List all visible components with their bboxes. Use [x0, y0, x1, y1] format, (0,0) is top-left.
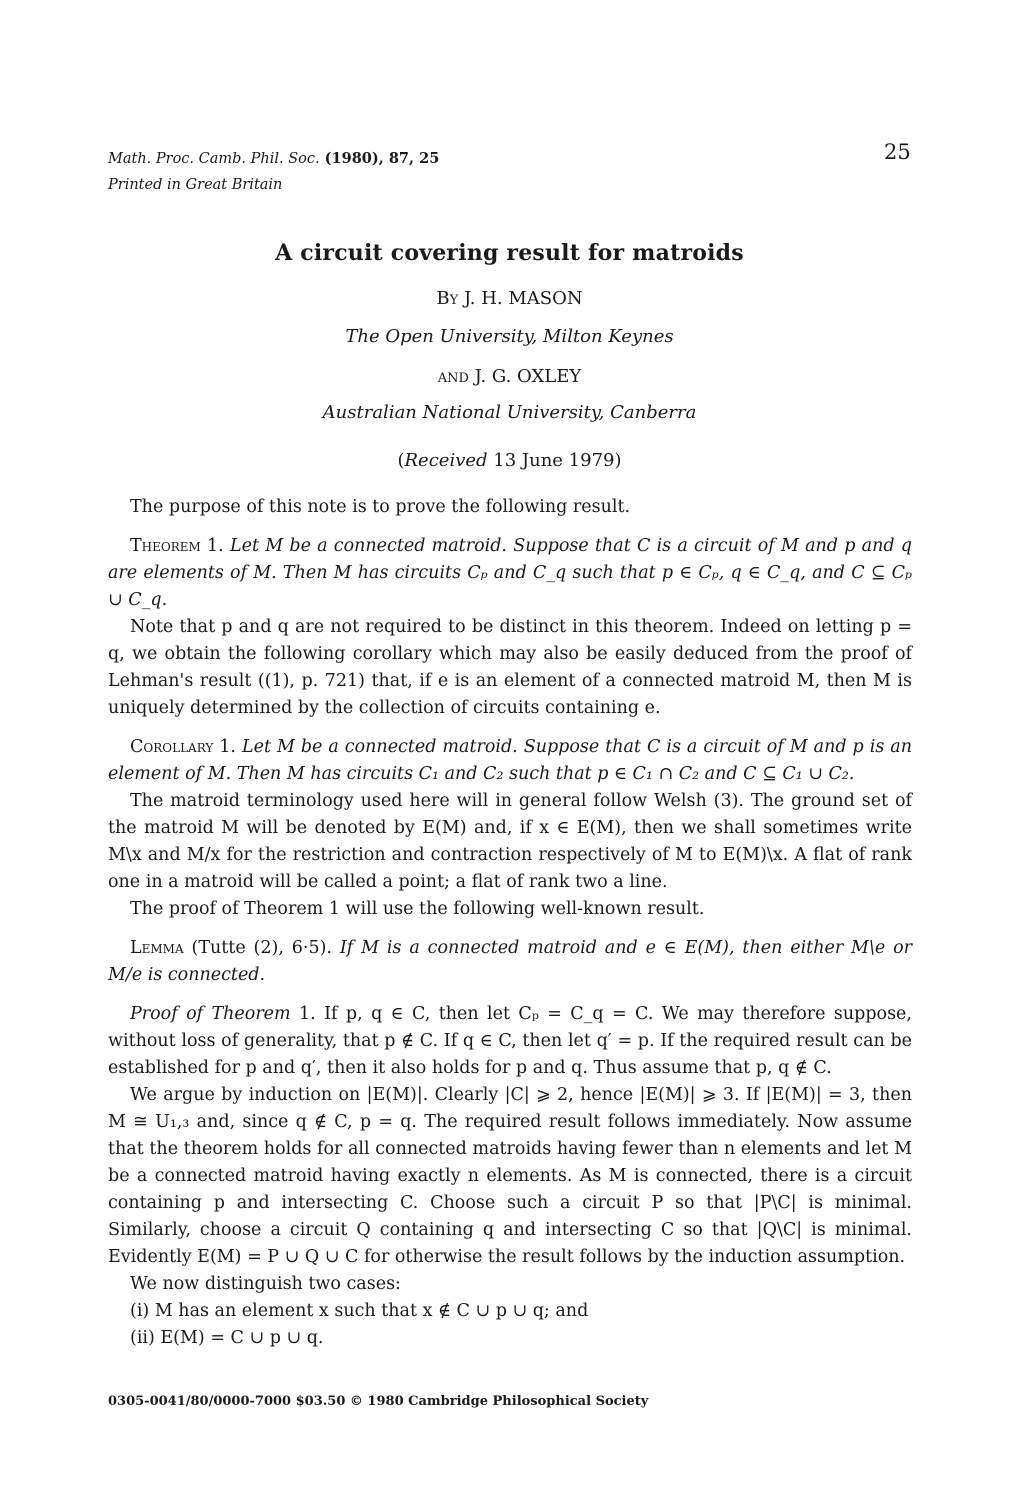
printed-in: Printed in Great Britain: [108, 177, 283, 193]
lemma-label: Lemma: [130, 938, 184, 958]
induction-paragraph: We argue by induction on |E(M)|. Clearly |C| ⩾ 2, hence |E(M)| ⩾ 3. If |E(M)| = 3, then M ≅ U₁,₃ and, since q ∉ C, p = q. The required result follows immediately. Now assume that the theorem holds for all connected matroids having fewer than n elements and let M be a connected matroid having exactly n elements. As M is connected, there is a circuit containing p and intersecting C. Choose such a circuit P so that |P\C| is minimal. Similarly, choose a circuit Q containing q and intersecting C so that |Q\C| is minimal. Evidently E(M) = P ∪ Q ∪ C for otherwise the result follows by the induction assumption.: [108, 1085, 912, 1267]
affiliation-2: Australian National University, Canberra: [322, 402, 697, 423]
paper-title: A circuit covering result for matroids: [275, 240, 744, 266]
case-i: (i) M has an element x such that x ∉ C ∪ p ∪ q; and: [130, 1301, 589, 1321]
corollary-number: 1.: [213, 737, 242, 757]
author-name: J. H. MASON: [463, 288, 583, 309]
received-label: Received: [404, 450, 488, 471]
copyright-footer: 0305-0041/80/0000-7000 $03.50 © 1980 Cambridge Philosophical Society: [108, 1394, 649, 1409]
paper-body: [108, 494, 912, 1352]
author-2: [0, 366, 1019, 387]
theorem-label: Theorem: [130, 536, 201, 556]
author-prefix: and: [437, 366, 469, 387]
theorem-paragraph: [108, 533, 912, 614]
case-ii: (ii) E(M) = C ∪ p ∪ q.: [130, 1328, 324, 1348]
corollary-text: Let M be a connected matroid. Suppose that C is a circuit of M and p is an element of M. Then M has circuits C₁ and C₂ such that p ∈ C₁ ∩ C₂ and C ⊆ C₁ ∪ C₂.: [108, 737, 913, 784]
theorem-number: 1.: [200, 536, 230, 556]
page-number: 25: [884, 140, 911, 164]
journal-name: Math. Proc. Camb. Phil. Soc.: [108, 151, 320, 167]
author-prefix: By: [436, 288, 459, 309]
proof-label: Proof of Theorem: [130, 1004, 291, 1024]
affiliation-1: The Open University, Milton Keynes: [345, 326, 674, 347]
lemma-paragraph: [108, 935, 912, 989]
received-date: (Received 13 June 1979): [397, 450, 622, 471]
lemma-reference: (Tutte (2), 6·5).: [183, 938, 340, 958]
corollary-label: Corollary: [130, 737, 214, 757]
received-value: 13 June 1979: [493, 450, 615, 471]
note-paragraph: Note that p and q are not required to be distinct in this theorem. Indeed on letting p = q, we obtain the following corollary which may also be easily deduced from the proof of Lehman's result ((1), p. 721) that, if e is an element of a connected matroid M, then M is uniquely determined by the collection of circuits containing e.: [108, 617, 912, 718]
author-name: J. G. OXLEY: [474, 366, 582, 387]
proof-intro-paragraph: The proof of Theorem 1 will use the following well-known result.: [130, 899, 705, 919]
theorem-text: Let M be a connected matroid. Suppose that C is a circuit of M and p and q are elements of M. Then M has circuits Cₚ and C_q such that p ∈ Cₚ, q ∈ C_q, and C ⊆ Cₚ ∪ C_q.: [108, 536, 912, 610]
proof-number: 1.: [290, 1004, 325, 1024]
terminology-paragraph: The matroid terminology used here will in general follow Welsh (3). The ground set of the matroid M will be denoted by E(M) and, if x ∈ E(M), then we shall sometimes write M\x and M/x for the restriction and contraction respectively of M to E(M)\x. A flat of rank one in a matroid will be called a point; a flat of rank two a line.: [108, 791, 912, 892]
journal-citation: (1980), 87, 25: [319, 150, 440, 167]
proof-text: If p, q ∈ C, then let Cₚ = C_q = C. We may therefore suppose, without loss of generality, that p ∉ C. If q ∈ C, then let q′ = p. If the required result can be established for p and q′, then it also holds for p and q. Thus assume that p, q ∉ C.: [108, 1004, 912, 1078]
corollary-paragraph: [108, 734, 912, 788]
proof-paragraph: [108, 1001, 912, 1082]
lemma-text: If M is a connected matroid and e ∈ E(M), then either M\e or M/e is connected.: [108, 938, 912, 985]
cases-intro: We now distinguish two cases:: [130, 1274, 401, 1294]
intro-paragraph: The purpose of this note is to prove the following result.: [130, 497, 631, 517]
journal-header: [108, 146, 439, 198]
author-1: [0, 288, 1019, 309]
